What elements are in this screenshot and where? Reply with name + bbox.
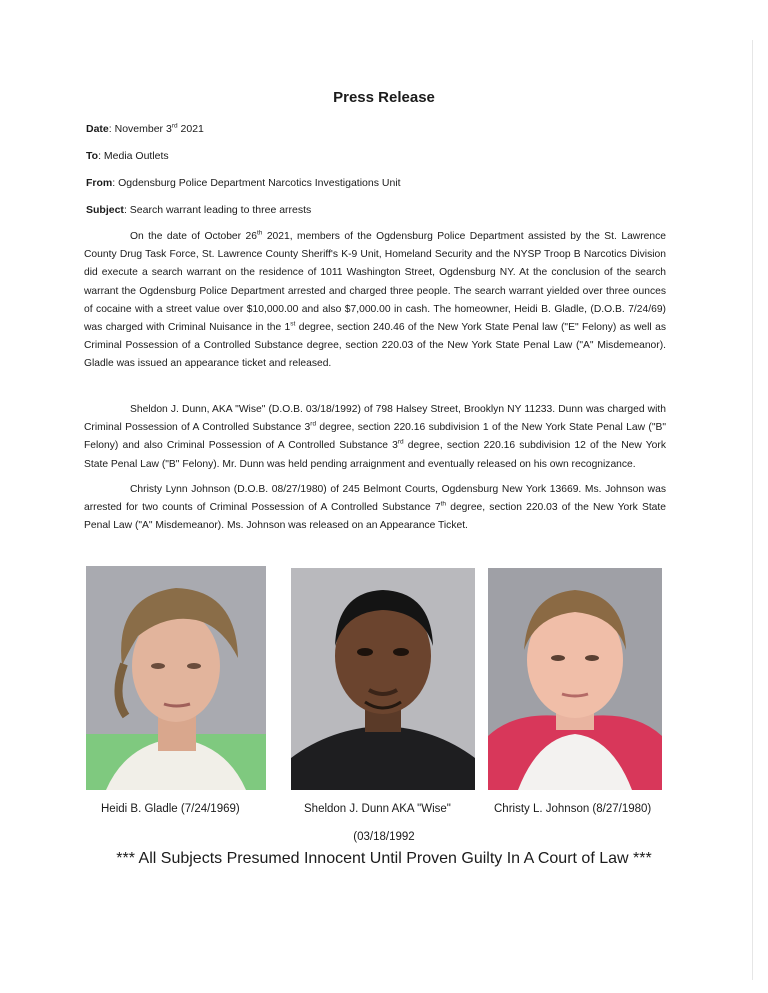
p3-text-b: degree, section 220.03 of the New York State Penal Law ("A" Misdemeanor). Ms. Johnson was released on an Appearance Ticket. bbox=[84, 502, 667, 532]
disclaimer-text: *** All Subjects Presumed Innocent Until Proven Guilty In A Court of Law *** bbox=[116, 850, 652, 867]
from-field: From: Ogdensburg Police Department Narcotics Investigations Unit bbox=[86, 177, 401, 189]
p1-sup-1: th bbox=[256, 229, 263, 237]
subject-field: Subject: Search warrant leading to three arrests bbox=[86, 204, 312, 216]
caption-gladle: Heidi B. Gladle (7/24/1969) bbox=[101, 803, 240, 815]
date-value: November 3 bbox=[114, 123, 172, 135]
caption-dunn-dob: (03/18/1992 bbox=[353, 831, 415, 843]
paragraph-gladle bbox=[84, 228, 666, 374]
p3-text-a: Christy Lynn Johnson (D.O.B. 08/27/1980) of 245 Belmont Courts, Ogdensburg New York 13669. Ms. Johnson was arrested for two counts of Criminal Possession of A Controlled Substance 7 bbox=[84, 484, 666, 514]
paragraph-dunn bbox=[84, 401, 666, 474]
p1-sup-2: st bbox=[290, 320, 296, 328]
mugshot-johnson-image bbox=[488, 568, 662, 790]
mugshot-gladle-image bbox=[86, 566, 266, 790]
date-suffix: rd bbox=[171, 122, 178, 130]
p2-sup-2: rd bbox=[397, 438, 404, 446]
photo-johnson bbox=[488, 568, 662, 790]
to-label: To bbox=[86, 150, 99, 162]
page-title: Press Release bbox=[333, 89, 435, 106]
subject-label: Subject bbox=[86, 204, 124, 216]
mugshot-dunn-image bbox=[291, 568, 475, 790]
photo-dunn bbox=[291, 568, 475, 790]
p2-text-c: degree, section 220.16 subdivision 12 of the New York State Penal Law ("B" Felony). Mr. Dunn was held pending arraignment and eventually released on his own recognizance. bbox=[84, 440, 666, 470]
p2-sup-1: rd bbox=[310, 420, 317, 428]
date-field: Date: November 3rd 2021 bbox=[86, 122, 204, 135]
from-label: From bbox=[86, 177, 113, 189]
photo-gladle bbox=[86, 566, 266, 790]
date-label: Date bbox=[86, 123, 109, 135]
date-year: 2021 bbox=[180, 123, 204, 135]
from-value: Ogdensburg Police Department Narcotics Investigations Unit bbox=[118, 177, 401, 189]
caption-johnson: Christy L. Johnson (8/27/1980) bbox=[494, 803, 652, 815]
caption-dunn: Sheldon J. Dunn AKA "Wise" bbox=[304, 803, 451, 815]
p3-sup-1: th bbox=[440, 500, 447, 508]
p2-text-b: degree, section 220.16 subdivision 1 of the New York State Penal Law ("B" Felony) and also Criminal Possession of A Controlled Substance 3 bbox=[84, 422, 666, 452]
to-field: To: Media Outlets bbox=[86, 150, 169, 162]
p1-text-a: On the date of October 26 bbox=[130, 231, 257, 242]
p1-text-c: degree, section 240.46 of the New York State Penal law ("E" Felony) as well as Criminal Possession of a Controlled Substance degree, section 220.03 of the New York State Penal Law ("A" Misdemeanor). Gladle was issued an appearance ticket and released. bbox=[84, 322, 666, 370]
paragraph-johnson bbox=[84, 481, 666, 536]
to-value: Media Outlets bbox=[103, 150, 169, 162]
p2-text-a: Sheldon J. Dunn, AKA "Wise" (D.O.B. 03/18/1992) of 798 Halsey Street, Brooklyn NY 11233. Dunn was charged with Criminal Possession of A Controlled Substance 3 bbox=[84, 404, 666, 434]
subject-value: Search warrant leading to three arrests bbox=[129, 204, 312, 216]
p1-text-b: 2021, members of the Ogdensburg Police Department assisted by the St. Lawrence County Drug Task Force, St. Lawrence County Sheriff's K-9 Unit, Homeland Security and the NYSP Troop B Narcotics Division did execute a search warrant on the residence of 1011 Washington Street, Ogdensburg NY. At the conclusion of the search warrant the Ogdensburg Police Department arrested and charged three people. The search warrant yielded over three ounces of cocaine with a street value over $10,000.00 and also $7,000.00 in cash. The homeowner, Heidi B. Gladle, (D.O.B. 7/24/69) was charged with Criminal Nuisance in the 1 bbox=[84, 231, 666, 334]
